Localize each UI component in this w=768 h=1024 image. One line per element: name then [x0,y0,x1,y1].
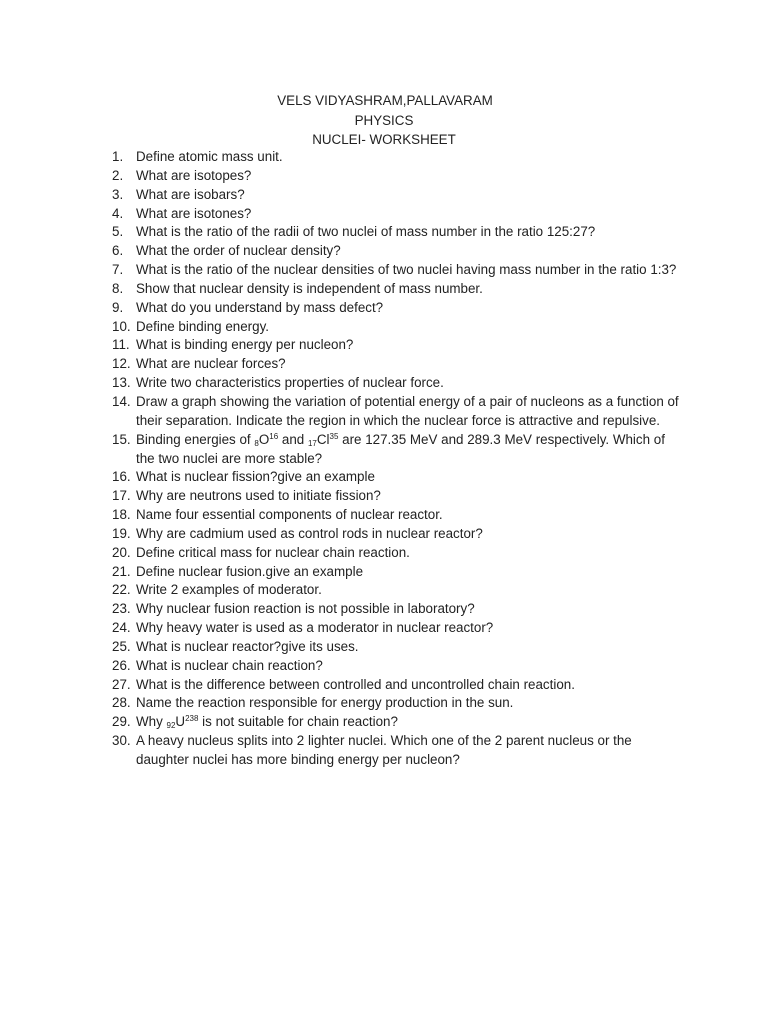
question-text: Why are cadmium used as control rods in nuclear reactor? [136,525,483,541]
question-text: What are isotones? [136,205,252,221]
question-text: What is the ratio of the nuclear densities of two nuclei having mass number in the ratio 1:3? [136,262,677,278]
question-number: 15. [112,431,131,447]
question-text: What is nuclear fission?give an example [136,469,375,485]
question-item [112,223,682,242]
worksheet-title: NUCLEI- WORKSHEET [312,132,456,147]
question-item [112,506,682,525]
question-item [112,393,682,431]
question-number: 25. [112,638,131,654]
question-number: 22. [112,582,131,598]
question-text: Draw a graph showing the variation of potential energy of a pair of nucleons as a function of their separation. Indicate the region in which the nuclear force is attractive and repulsive. [136,393,679,428]
question-text: What are isobars? [136,186,245,202]
question-text: Show that nuclear density is independent of mass number. [136,280,483,296]
question-item [112,318,682,337]
question-text: Write two characteristics properties of nuclear force. [136,375,444,391]
question-item [112,676,682,695]
question-text: A heavy nucleus splits into 2 lighter nuclei. Which one of the 2 parent nucleus or the daughter nuclei has more binding energy per nucleon? [136,733,632,767]
question-text: Name the reaction responsible for energy production in the sun. [136,695,514,711]
question-item [112,148,682,167]
question-number: 7. [112,262,124,278]
question-number: 23. [112,601,131,617]
question-item [112,619,682,638]
question-number: 26. [112,657,131,673]
question-item [112,186,682,205]
question-text: Define binding energy. [136,318,270,334]
question-text: What is the difference between controlled and uncontrolled chain reaction. [136,676,575,692]
question-number: 13. [112,375,131,391]
question-number: 16. [112,469,131,485]
question-number: 18. [112,507,131,523]
question-number: 17. [112,488,131,504]
mass-number: 16 [269,431,279,441]
question-item [112,336,682,355]
question-number: 19. [112,525,131,541]
element-symbol: O [258,431,270,447]
question-text [136,431,682,469]
question-item [112,299,682,318]
element-symbol: U [175,714,186,730]
question-number: 20. [112,544,131,560]
question-text: What is nuclear chain reaction? [136,657,323,673]
question-number: 1. [112,149,124,164]
question-number: 29. [112,714,131,730]
question-item [112,355,682,374]
question-item [112,657,682,676]
question-item [112,261,682,280]
subject-title: PHYSICS [354,112,414,128]
question-item [112,694,682,713]
worksheet-header [0,91,768,150]
question-item [112,638,682,657]
question-item [112,581,682,600]
question-text-part: is not suitable for chain reaction? [198,714,398,730]
question-text: Name four essential components of nuclear reactor. [136,507,443,523]
atomic-number: 17 [307,438,317,448]
question-item [112,487,682,506]
element-symbol: Cl [316,431,330,447]
question-item [112,374,682,393]
question-text: Define nuclear fusion.give an example [136,563,364,579]
question-number: 5. [112,224,124,240]
question-number: 30. [112,733,131,749]
question-text: What do you understand by mass defect? [136,299,384,315]
question-number: 12. [112,356,131,372]
question-item [112,600,682,619]
question-item [112,468,682,487]
mass-number: 35 [329,431,339,441]
question-text: Define critical mass for nuclear chain reaction. [136,544,410,560]
question-text: Why heavy water is used as a moderator in nuclear reactor? [136,620,494,636]
question-text-part: Why [136,714,167,730]
question-text-part: Binding energies of [136,431,255,447]
question-list [112,148,682,770]
question-text: What is nuclear reactor?give its uses. [136,638,359,654]
mass-number: 238 [185,714,199,724]
question-item [112,544,682,563]
question-number: 14. [112,393,131,409]
atomic-number: 92 [166,721,176,731]
question-number: 11. [112,337,130,353]
question-text: What are nuclear forces? [136,356,286,372]
atomic-number: 8 [254,438,259,448]
question-text-part: and [278,431,308,447]
question-item [112,732,682,770]
question-item [112,205,682,224]
question-number: 27. [112,676,131,692]
question-item [112,563,682,582]
question-number: 9. [112,299,124,315]
question-text: What is binding energy per nucleon? [136,337,354,353]
question-number: 2. [112,167,124,183]
question-item [112,713,682,732]
question-number: 6. [112,243,124,259]
question-item [112,167,682,186]
question-text: Why are neutrons used to initiate fission? [136,488,381,504]
question-text: What the order of nuclear density? [136,243,341,259]
question-number: 28. [112,695,131,711]
question-number: 24. [112,620,131,636]
question-text-part: are 127.35 MeV and 289.3 MeV respectively. Which of the two nuclei are more stable? [136,431,665,466]
question-item [112,280,682,299]
question-number: 4. [112,205,124,221]
question-number: 8. [112,280,124,296]
question-text: What are isotopes? [136,167,252,183]
question-text: Write 2 examples of moderator. [136,582,322,598]
question-number: 10. [112,318,131,334]
question-number: 21. [112,563,131,579]
question-item [112,242,682,261]
school-name: VELS VIDYASHRAM,PALLAVARAM [277,93,493,108]
question-item [112,431,682,469]
question-text [136,713,682,732]
question-text: Define atomic mass unit. [136,149,283,164]
question-text: What is the ratio of the radii of two nuclei of mass number in the ratio 125:27? [136,224,596,240]
question-number: 3. [112,186,124,202]
question-text: Why nuclear fusion reaction is not possible in laboratory? [136,601,475,617]
question-item [112,525,682,544]
